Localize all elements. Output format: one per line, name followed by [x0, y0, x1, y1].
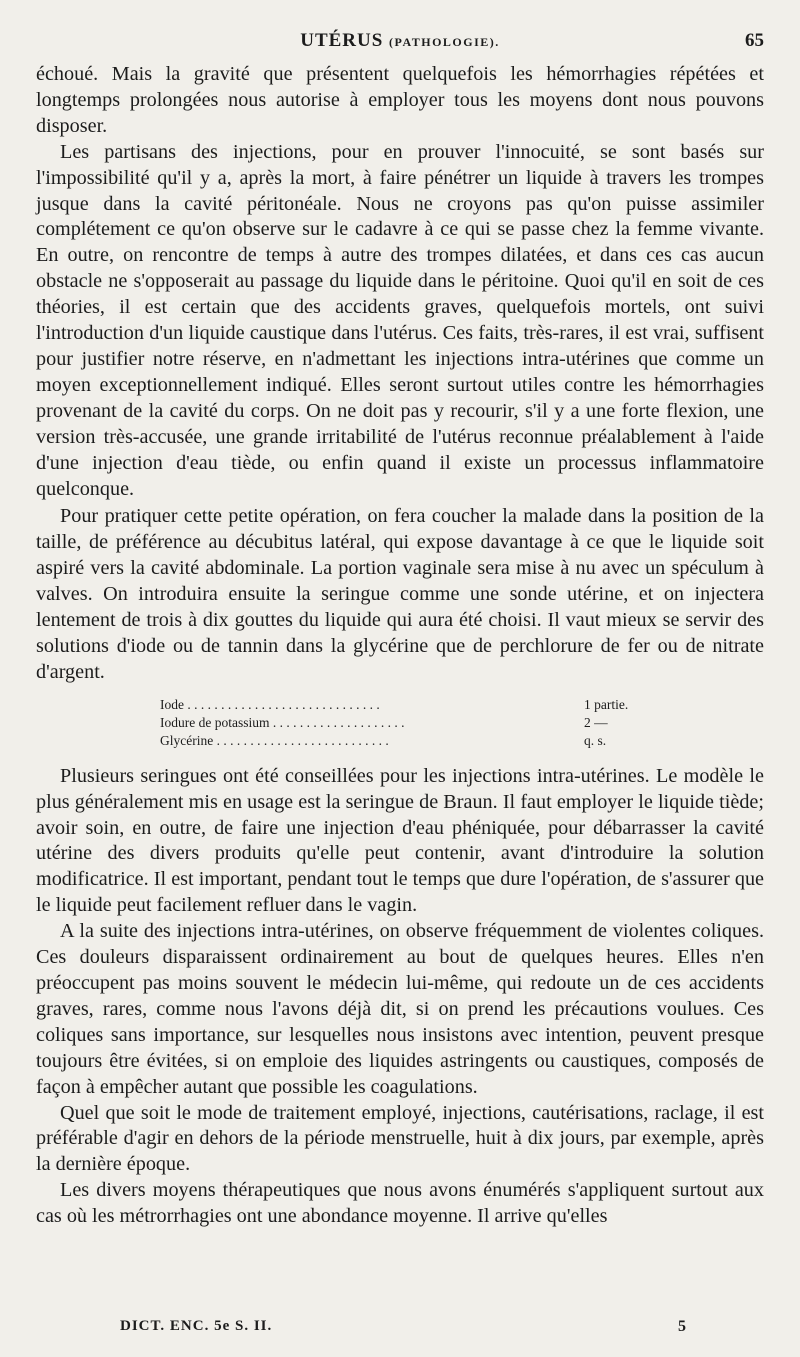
- formula-quantity: 1 partie.: [584, 696, 629, 712]
- formula-row: [160, 714, 628, 732]
- paragraph: Pour pratiquer cette petite opération, on fera coucher la malade dans la position de la taille, de préférence au décubitus latéral, qui expose davantage à ce que le liquide soit aspiré vers la cavité abdominale. La portion vaginale sera mise à nu avec un spéculum à valves. On introduira ensuite la seringue comme une sonde utérine, et on injectera lentement de trois à dix gouttes du liquide qui aura été choisi. Il vaut mieux se servir des solutions d'iode ou de tannin dans la glycérine que de perchlorure de fer ou de nitrate d'argent.: [36, 505, 764, 683]
- paragraph: Les partisans des injections, pour en prouver l'innocuité, se sont basés sur l'impossibilité qu'il y a, après la mort, à faire pénétrer un liquide à travers les trompes jusque dans la cavité péritonéale. Nous ne croyons pas qu'on puisse assimiler complétement ce qu'on observe sur le cadavre à ce qui se passe chez la femme vivante. En outre, on rencontre de temps à autre des trompes dilatées, et dans ces cas aucun obstacle ne s'opposerait au passage du liquide dans le péritoine. Quoi qu'il en soit de ces théories, il est certain que des accidents graves, quelquefois mortels, ont suivi l'introduction d'un liquide caustique dans l'utérus. Ces faits, très-rares, il est vrai, suffisent pour justifier notre réserve, en n'admettant les injections intra-utérines que comme un moyen exceptionnellement indiqué. Elles seront surtout utiles contre les hémorrhagies provenant de la cavité du corps. On ne doit pas y recourir, s'il y a une forte flexion, une version très-accusée, une grande irritabilité de l'utérus reconnue préalablement à l'aide d'une injection d'eau tiède, ou enfin quand il existe un processus inflammatoire quelconque.: [36, 140, 764, 500]
- formula-row: [160, 732, 628, 750]
- paragraph: Quel que soit le mode de traitement employé, injections, cautérisations, raclage, il est préférable d'agir en dehors de la période menstruelle, huit à dix jours, par exemple, après la dernière époque.: [36, 1101, 764, 1176]
- ingredient-name: Glycérine: [160, 732, 214, 748]
- printer-signature: DICT. ENC. 5e S. II.: [120, 1318, 273, 1334]
- formula-table: [160, 696, 628, 750]
- page-footer: [120, 1318, 686, 1340]
- paragraph: A la suite des injections intra-utérines, on observe fréquemment de violentes coliques. Ces douleurs disparaissent ordinairement au bout de quelques heures. Elles n'en préoccupent pas moins souvent le médecin lui-même, qui redoute un de ces accidents graves, rares, comme nous l'avons déjà dit, si on prend les précautions voulues. Ces coliques sans importance, sur lesquelles nous insistons avec intention, peuvent presque toujours être évitées, si on emploie des liquides astringents ou caustiques, composés de façon à empêcher autant que possible les coagulations.: [36, 920, 764, 1098]
- running-title-main: UTÉRUS: [300, 30, 384, 51]
- ingredient-name: Iodure de potassium: [160, 714, 270, 730]
- body-text: [36, 62, 764, 1230]
- formula-ingredient: [160, 732, 584, 750]
- leader-dots: . . . . . . . . . . . . . . . . . . . .: [272, 714, 405, 730]
- leader-dots: . . . . . . . . . . . . . . . . . . . . . . . . . . . . .: [187, 696, 380, 712]
- formula-quantity: 2 —: [584, 714, 608, 730]
- leader-dots: . . . . . . . . . . . . . . . . . . . . . . . . . .: [216, 732, 389, 748]
- formula-ingredient: [160, 714, 584, 732]
- paragraph: Plusieurs seringues ont été conseillées pour les injections intra-utérines. Le modèle le plus généralement mis en usage est la seringue de Braun. Il faut employer le liquide tiède; avoir soin, en outre, de faire une injection d'eau phéniquée, pour débarrasser la cavité utérine des divers produits qu'elle peut contenir, avant d'introduire la solution modificatrice. Il est important, pendant tout le temps que dure l'opération, de s'assurer que le liquide peut facilement refluer dans le vagin.: [36, 764, 764, 917]
- running-header: [36, 30, 764, 54]
- formula-row: [160, 696, 628, 714]
- running-title-sub: (PATHOLOGIE).: [389, 35, 500, 49]
- formula-quantity: q. s.: [584, 732, 607, 748]
- running-title: [36, 30, 764, 52]
- paragraph: échoué. Mais la gravité que présentent quelquefois les hémorrhagies répétées et longtemps prolongées nous autorise à employer tous les moyens dont nous pouvons disposer.: [36, 63, 764, 137]
- page-number: 65: [745, 30, 764, 51]
- formula-ingredient: [160, 696, 584, 714]
- ingredient-name: Iode: [160, 696, 184, 712]
- sheet-number: 5: [678, 1318, 686, 1335]
- paragraph: Les divers moyens thérapeutiques que nous avons énumérés s'appliquent surtout aux cas où les métrorrhagies ont une abondance moyenne. Il arrive qu'elles: [36, 1179, 764, 1228]
